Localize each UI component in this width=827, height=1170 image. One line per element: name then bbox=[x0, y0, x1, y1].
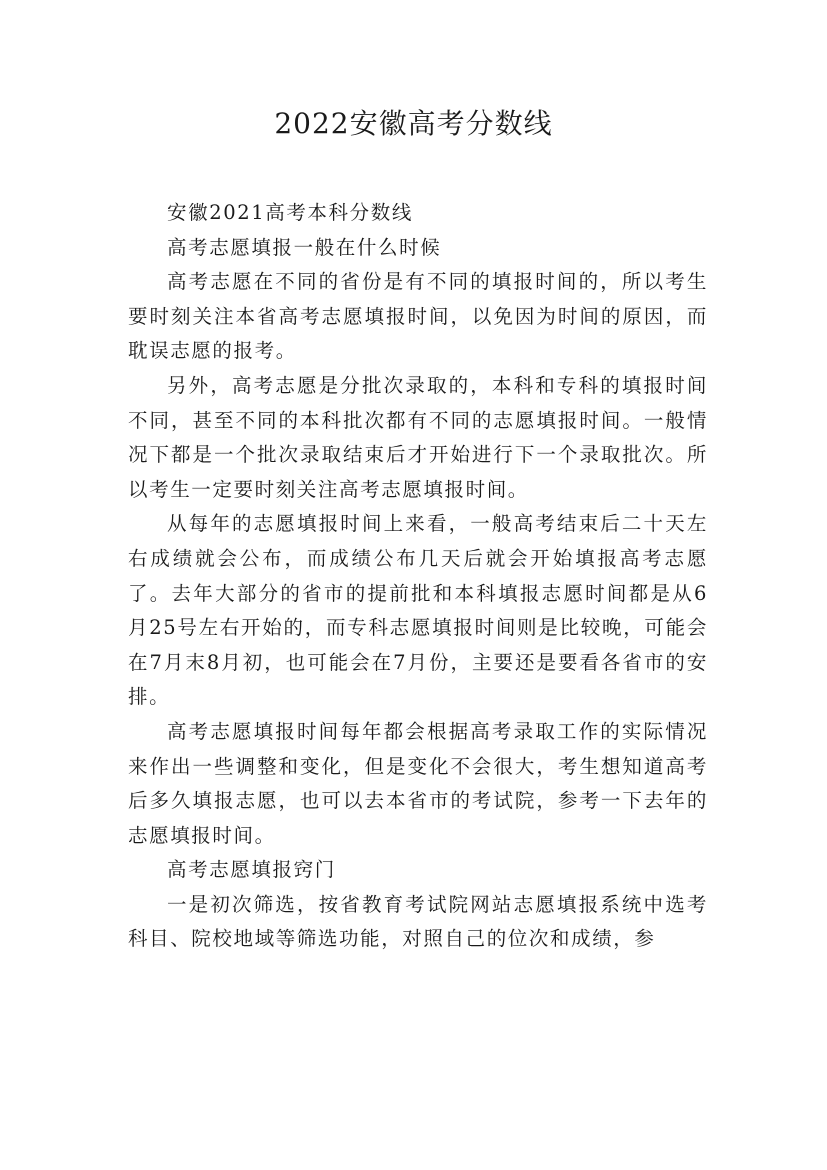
paragraph: 高考志愿填报时间每年都会根据高考录取工作的实际情况来作出一些调整和变化，但是变化不会很大，考生想知道高考后多久填报志愿，也可以去本省市的考试院，参考一下去年的志愿填报时间。 bbox=[128, 719, 708, 847]
paragraph: 另外，高考志愿是分批次录取的，本科和专科的填报时间不同，甚至不同的本科批次都有不同的志愿填报时间。一般情况下都是一个批次录取结束后才开始进行下一个录取批次。所以考生一定要时刻关注高考志愿填报时间。 bbox=[128, 373, 708, 501]
paragraph: 一是初次筛选，按省教育考试院网站志愿填报系统中选考科目、院校地域等筛选功能，对照自己的位次和成绩，参 bbox=[128, 892, 708, 951]
paragraph: 从每年的志愿填报时间上来看，一般高考结束后二十天左右成绩就会公布，而成绩公布几天后就会开始填报高考志愿了。去年大部分的省市的提前批和本科填报志愿时间都是从6月25号左右开始的，而专科志愿填报时间则是比较晚，可能会在7月末8月初，也可能会在7月份，主要还是要看各省市的安排。 bbox=[128, 512, 708, 709]
paragraph: 高考志愿在不同的省份是有不同的填报时间的，所以考生要时刻关注本省高考志愿填报时间，以免因为时间的原因，而耽误志愿的报考。 bbox=[128, 270, 708, 363]
paragraph-subtitle-score-line: 安徽2021高考本科分数线 bbox=[167, 201, 413, 224]
paragraph-subtitle-application-time: 高考志愿填报一般在什么时候 bbox=[167, 235, 442, 259]
document-body bbox=[128, 196, 708, 957]
paragraph-subtitle-tips: 高考志愿填报窍门 bbox=[167, 858, 336, 882]
document-title: 2022安徽高考分数线 bbox=[274, 107, 553, 140]
